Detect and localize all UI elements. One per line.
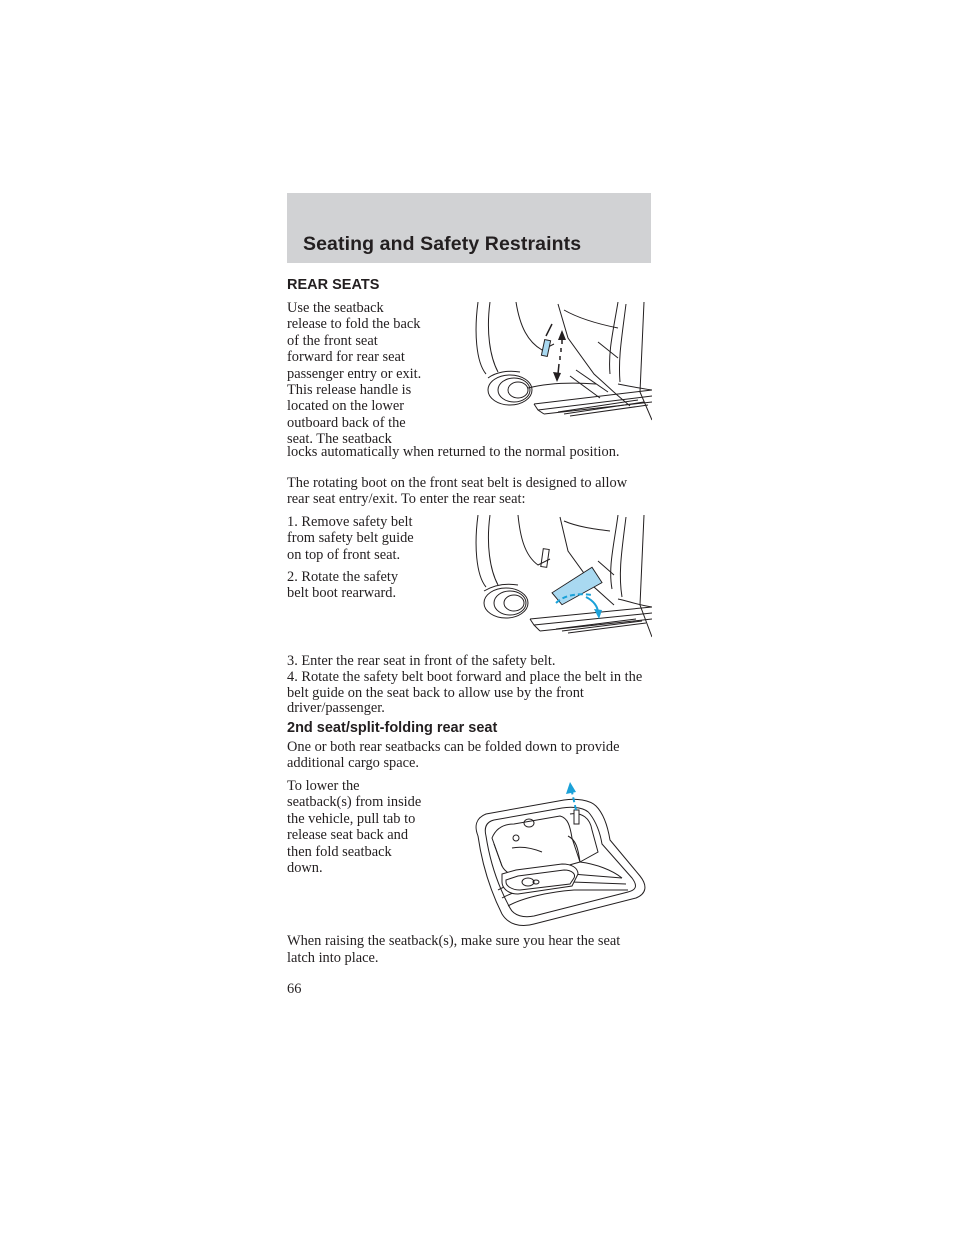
text-line: from safety belt guide [287, 530, 414, 547]
text-line: 2. Rotate the safety [287, 569, 399, 585]
page-number: 66 [287, 981, 302, 997]
text-line: This release handle is [287, 382, 412, 399]
split-seat-heading: 2nd seat/split-folding rear seat [287, 720, 498, 736]
seatback-release-illustration [468, 302, 652, 426]
step-3-text: 3. Enter the rear seat in front of the safety belt. [287, 653, 556, 669]
seatback-release-text [287, 300, 463, 448]
section-header-band [287, 193, 651, 263]
lower-seatback-text [287, 778, 463, 876]
rotating-boot-text: The rotating boot on the front seat belt is designed to allow rear seat entry/exit. To enter the rear seat: [287, 475, 628, 507]
text-line: To lower the [287, 778, 360, 794]
text-line: seat. The seatback [287, 431, 392, 448]
text-line: Use the seatback [287, 300, 384, 316]
belt-boot-rotation-illustration [468, 515, 652, 641]
text-line: release seat back and [287, 827, 409, 844]
text-line: release to fold the back [287, 316, 421, 333]
rear-seats-heading: REAR SEATS [287, 277, 380, 293]
raising-seatback-text: When raising the seatback(s), make sure you hear the seat latch into place. [287, 933, 621, 966]
split-seat-intro-text: One or both rear seatbacks can be folded down to provide additional cargo space. [287, 739, 620, 772]
text-line: of the front seat [287, 332, 378, 349]
text-line: then fold seatback [287, 843, 392, 860]
text-line: passenger entry or exit. [287, 365, 422, 382]
page-title: Seating and Safety Restraints [303, 233, 582, 255]
seatback-locks-text: locks automatically when returned to the normal position. [287, 444, 620, 460]
step-2-text [287, 569, 457, 602]
text-line: 1. Remove safety belt [287, 514, 413, 530]
step-4-text: 4. Rotate the safety belt boot forward and place the belt in the belt guide on the seat back to allow use by the front driver/passenger. [287, 669, 643, 717]
text-line: on top of front seat. [287, 546, 401, 563]
split-folding-rear-seat-illustration [472, 778, 650, 928]
text-line: the vehicle, pull tab to [287, 810, 416, 827]
text-line: down. [287, 860, 323, 877]
text-line: outboard back of the [287, 414, 406, 431]
step-1-text [287, 514, 457, 563]
text-line: located on the lower [287, 398, 405, 415]
text-line: forward for rear seat [287, 349, 405, 366]
text-line: seatback(s) from inside [287, 794, 422, 811]
text-line: belt boot rearward. [287, 585, 397, 602]
